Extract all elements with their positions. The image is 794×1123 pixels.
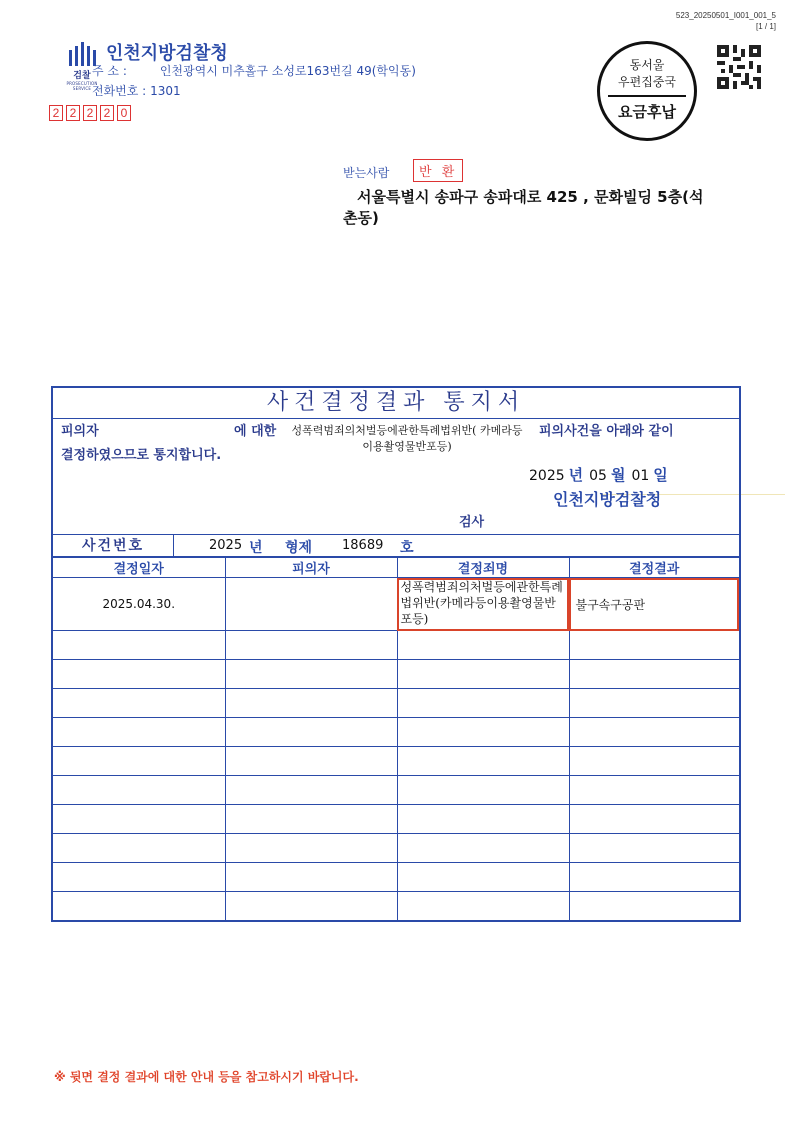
header-decision-date: 결정일자 — [53, 557, 225, 578]
table-row-empty — [53, 660, 739, 689]
date-day: 01 — [631, 468, 650, 484]
table-row-empty — [53, 776, 739, 805]
table-row-empty — [53, 805, 739, 834]
table-row-empty — [53, 747, 739, 776]
document-reference — [676, 10, 776, 32]
page-indicator: [1 / 1] — [755, 22, 776, 31]
postage-stamp — [597, 41, 697, 141]
sender-org-name: 인천지방검찰청 — [106, 43, 228, 64]
about-label: 에 대한 — [234, 424, 277, 439]
phone-value: 1301 — [150, 84, 181, 98]
table-row-empty — [53, 863, 739, 892]
case-number-row — [53, 534, 739, 557]
stamp-line3: 요금후납 — [618, 103, 676, 121]
date-year: 2025 — [529, 468, 565, 484]
case-number-label: 사건번호 — [53, 535, 174, 557]
recipient-value: 반 환 — [413, 159, 463, 182]
case-year-unit: 년 — [249, 540, 263, 556]
logo-text: 검찰 — [73, 71, 91, 81]
document-id: 523_20250501_I001_001_5 — [675, 11, 776, 20]
month-unit: 월 — [610, 466, 626, 484]
header-suspect: 피의자 — [225, 557, 397, 578]
zip-digit: 2 — [83, 105, 97, 121]
recipient-label: 받는사람 — [343, 166, 390, 180]
case-type: 형제 — [285, 540, 313, 556]
decided-text: 결정하였으므로 통지합니다. — [61, 448, 222, 463]
prosecutor-label: 검사 — [459, 515, 485, 530]
decision-table — [53, 556, 739, 920]
table-row-empty — [53, 689, 739, 718]
qr-code-icon — [717, 45, 761, 89]
footnote: ※ 뒷면 결정 결과에 대한 안내 등을 참고하시기 바랍니다. — [54, 1070, 359, 1084]
zip-code — [49, 105, 131, 121]
day-unit: 일 — [653, 466, 668, 484]
decision-result: 불구속구공판 — [569, 578, 739, 631]
stamp-line2: 우편집중국 — [618, 75, 676, 89]
table-row-empty — [53, 892, 739, 921]
date-month: 05 — [589, 468, 607, 484]
notice-form — [51, 386, 741, 922]
decision-date: 2025.04.30. — [53, 578, 225, 631]
case-note: 피의사건을 아래와 같이 — [539, 424, 674, 439]
issuing-office: 인천지방검찰청 — [553, 490, 662, 509]
header-result: 결정결과 — [569, 557, 739, 578]
stamp-line1: 동서울 — [629, 58, 665, 72]
zip-digit: 2 — [100, 105, 114, 121]
case-year: 2025 — [209, 538, 243, 553]
zip-digit: 0 — [117, 105, 131, 121]
logo-subtext: PROSECUTION SERVICE — [66, 81, 98, 91]
table-row — [53, 578, 739, 631]
phone-label: 전화번호 : — [92, 84, 147, 98]
zip-digit: 2 — [49, 105, 63, 121]
address-label: 주 소 : — [92, 64, 127, 78]
table-header-row — [53, 557, 739, 578]
recipient-address: 서울특별시 송파구 송파대로 425 , 문화빌딩 5층(석촌동) — [343, 188, 704, 227]
year-unit: 년 — [568, 466, 584, 484]
table-row-empty — [53, 834, 739, 863]
zip-digit: 2 — [66, 105, 80, 121]
suspect-label: 피의자 — [61, 424, 99, 439]
notice-date — [529, 464, 674, 485]
decision-crime: 성폭력범죄의처벌등에관한특례법위반(카메라등이용촬영물반포등) — [397, 578, 569, 631]
header-crime: 결정죄명 — [397, 557, 569, 578]
charge-text: 성폭력범죄의처벌등에관한특례법위반( 카메라등이용촬영물반포등) — [291, 424, 523, 453]
notice-title: 사건결정결과 통지서 — [53, 388, 739, 419]
case-number: 18689 — [342, 538, 384, 553]
address-value: 인천광역시 미추홀구 소성로163번길 49(학익동) — [159, 64, 416, 78]
table-row-empty — [53, 718, 739, 747]
sender-phone — [92, 82, 181, 99]
table-row-empty — [53, 631, 739, 660]
suspect-name — [225, 578, 397, 631]
case-number-unit: 호 — [400, 540, 414, 556]
sender-address — [92, 62, 416, 79]
